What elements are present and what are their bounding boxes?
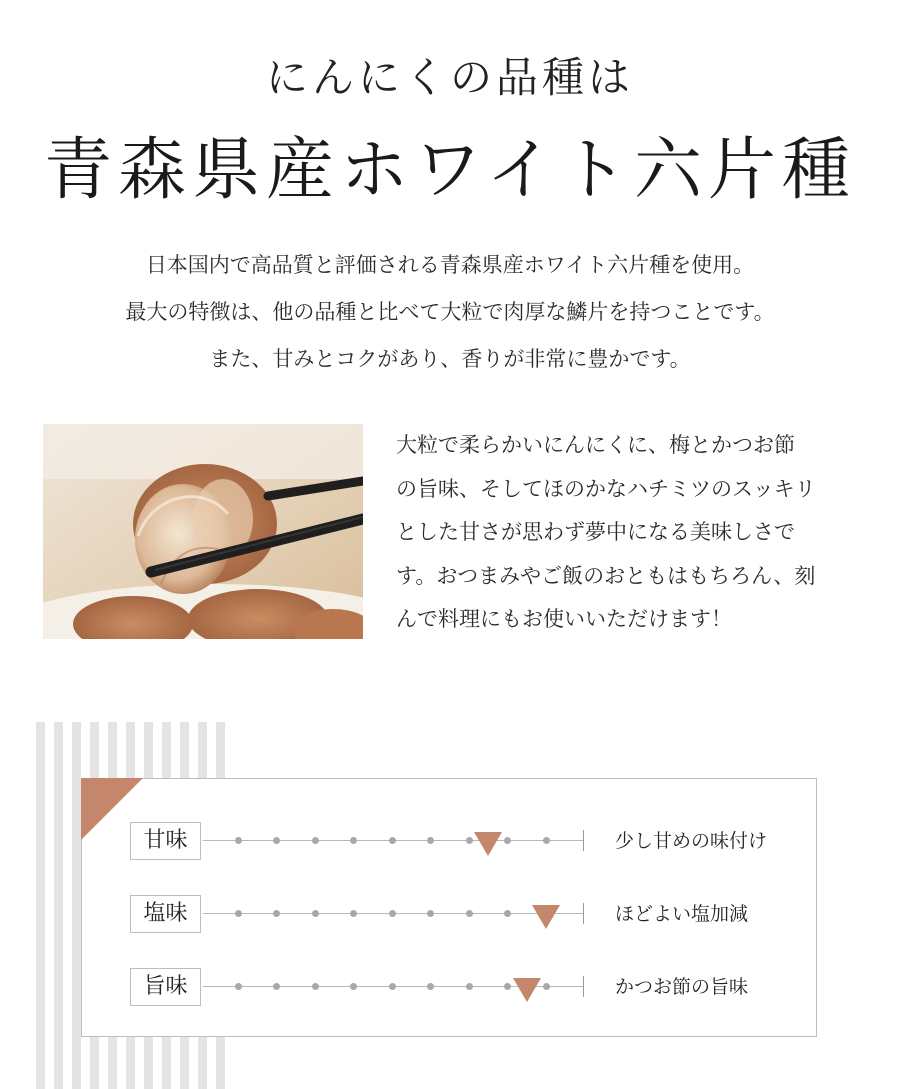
feature-line: 大粒で柔らかいにんにくに、梅とかつお節 (396, 433, 795, 457)
scale-dot (312, 837, 319, 844)
scale-dot (504, 983, 511, 990)
intro-line: 最大の特徴は、他の品種と比べて大粒で肉厚な鱗片を持つことです。 (125, 300, 775, 324)
scale-dot (466, 983, 473, 990)
taste-chart-panel (81, 778, 817, 1037)
scale-dot (389, 910, 396, 917)
scale-dot (504, 837, 511, 844)
scale-dot (504, 910, 511, 917)
scale-dot (427, 837, 434, 844)
taste-note: かつお節の旨味 (615, 976, 749, 998)
scale-dot (389, 983, 396, 990)
taste-row-umami (82, 968, 818, 1008)
garlic-photo (43, 424, 363, 639)
scale-dot (543, 837, 550, 844)
taste-label: 塩味 (130, 895, 201, 933)
scale-dot (466, 910, 473, 917)
scale-dot (273, 983, 280, 990)
feature-line: の旨味、そしてほのかなハチミツのスッキリ (396, 476, 816, 501)
scale-dot (543, 983, 550, 990)
taste-note: 少し甘めの味付け (615, 830, 768, 852)
feature-line: す。おつまみやご飯のおともはもちろん、刻 (396, 563, 816, 588)
feature-line: んで料理にもお使いいただけます！ (396, 607, 732, 631)
level-marker (513, 978, 541, 1002)
taste-label: 旨味 (130, 968, 201, 1006)
scale-dot (235, 910, 242, 917)
scale-dot (466, 837, 473, 844)
feature-text (396, 424, 866, 642)
scale-dot (389, 837, 396, 844)
scale-dot (312, 910, 319, 917)
scale-dot (350, 910, 357, 917)
taste-note: ほどよい塩加減 (615, 903, 749, 925)
taste-label: 甘味 (130, 822, 201, 860)
page-title: 青森県産ホワイト六片種 (44, 131, 856, 210)
scale-dot (273, 910, 280, 917)
scale-dot (427, 983, 434, 990)
scale-dot (235, 837, 242, 844)
intro-line: また、甘みとコクがあり、香りが非常に豊かです。 (209, 347, 691, 371)
subtitle: にんにくの品種は (265, 53, 634, 102)
scale-end-tick (583, 903, 584, 924)
intro-text (0, 242, 900, 383)
scale-end-tick (583, 976, 584, 997)
scale-dot (312, 983, 319, 990)
taste-row-saltiness (82, 895, 818, 935)
scale-end-tick (583, 830, 584, 851)
taste-row-sweetness (82, 822, 818, 862)
scale-dot (235, 983, 242, 990)
scale-dot (350, 983, 357, 990)
scale-dot (273, 837, 280, 844)
intro-line: 日本国内で高品質と評価される青森県産ホワイト六片種を使用。 (145, 253, 755, 277)
scale-dot (427, 910, 434, 917)
scale-dot (350, 837, 357, 844)
level-marker (532, 905, 560, 929)
level-marker (474, 832, 502, 856)
feature-line: とした甘さが思わず夢中になる美味しさで (396, 520, 795, 544)
